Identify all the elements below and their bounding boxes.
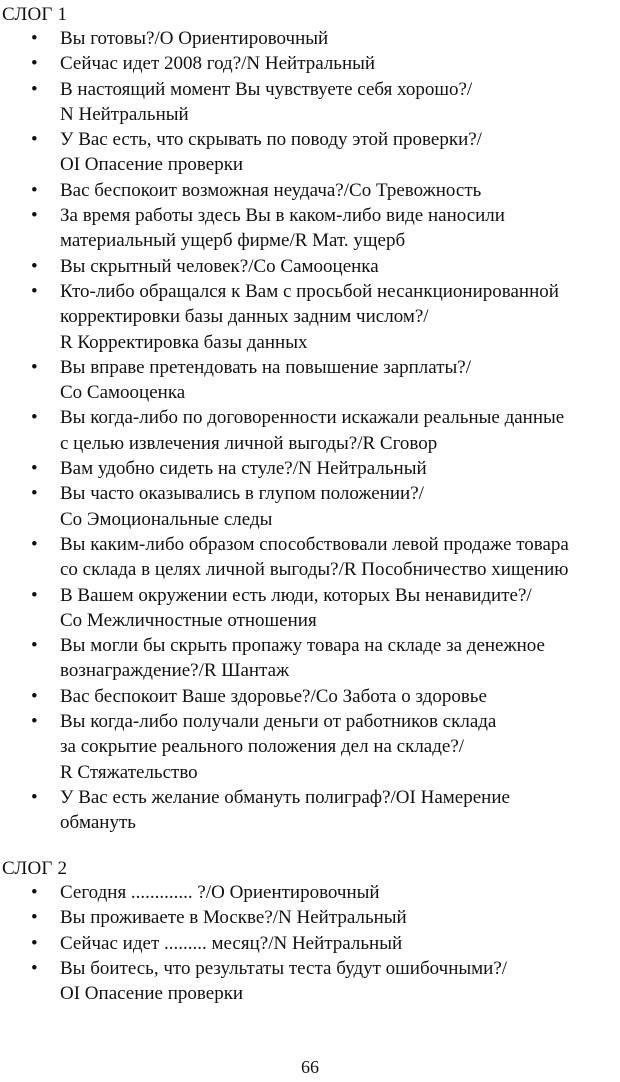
question-text-line: вознаграждение?/R Шантаж: [60, 660, 290, 682]
bullet-icon: •: [31, 711, 38, 733]
question-text-line: У Вас есть желание обмануть полиграф?/OI Намерение: [60, 786, 510, 808]
bullet-icon: •: [31, 458, 38, 480]
question-text-line: OI Опасение проверки: [60, 983, 244, 1005]
question-item: [0, 709, 620, 785]
question-text-line: Вы боитесь, что результаты теста будут ошибочными?/: [60, 957, 508, 979]
question-text-line: За время работы здесь Вы в каком-либо виде наносили: [60, 205, 505, 227]
question-text-line: Вас беспокоит Ваше здоровье?/Со Забота о здоровье: [60, 685, 487, 707]
question-item: [0, 405, 620, 456]
question-text-line: Вы готовы?/O Ориентировочный: [60, 28, 329, 49]
question-text-line: У Вас есть, что скрывать по поводу этой проверки?/: [60, 129, 482, 151]
question-text-line: Вам удобно сидеть на стуле?/N Нейтральный: [60, 458, 427, 480]
question-text-line: В Вашем окружении есть люди, которых Вы ненавидите?/: [60, 584, 532, 606]
question-text-line: Кто-либо обращался к Вам с просьбой несанкционированной: [60, 280, 559, 302]
bullet-icon: •: [31, 932, 38, 954]
question-text-line: Вы когда-либо получали деньги от работников склада: [60, 711, 497, 733]
question-item: [0, 127, 620, 178]
question-text-line: со склада в целях личной выгоды?/R Пособничество хищению: [60, 559, 569, 581]
question-item: [0, 905, 620, 930]
bullet-icon: •: [31, 356, 38, 378]
question-text-line: Со Самооценка: [60, 382, 186, 404]
question-item: [0, 785, 620, 836]
section-1-question-list: [0, 26, 620, 836]
question-text-line: Вас беспокоит возможная неудача?/Со Тревожность: [60, 179, 482, 201]
question-text-line: Вы каким-либо образом способствовали левой продаже товара: [60, 533, 569, 555]
section-title-slog-2: СЛОГ 2: [2, 858, 68, 879]
question-item: [0, 279, 620, 355]
bullet-icon: •: [31, 78, 38, 100]
question-text-line: Вы скрытный человек?/Со Самооценка: [60, 255, 379, 277]
question-item: [0, 931, 620, 956]
question-item: [0, 355, 620, 406]
question-item: [0, 178, 620, 203]
bullet-icon: •: [31, 584, 38, 606]
bullet-icon: •: [31, 407, 38, 429]
question-text-line: В настоящий момент Вы чувствуете себя хорошо?/: [60, 78, 473, 100]
bullet-icon: •: [31, 786, 38, 808]
question-item: [0, 203, 620, 254]
question-item: [0, 77, 620, 128]
question-text-line: Сейчас идет ......... месяц?/N Нейтральный: [60, 932, 403, 954]
question-text-line: Со Межличностные отношения: [60, 609, 317, 631]
bullet-icon: •: [31, 53, 38, 75]
bullet-icon: •: [31, 179, 38, 201]
bullet-icon: •: [31, 685, 38, 707]
question-item: [0, 684, 620, 709]
page-number: 66: [301, 1057, 319, 1077]
question-item: [0, 26, 620, 51]
bullet-icon: •: [31, 255, 38, 277]
section-2-question-list: [0, 880, 620, 1006]
question-text-line: обмануть: [60, 812, 136, 834]
question-item: [0, 633, 620, 684]
question-text-line: N Нейтральный: [60, 103, 189, 125]
question-text-line: Вы когда-либо по договоренности искажали реальные данные: [60, 407, 565, 429]
bullet-icon: •: [31, 882, 38, 903]
question-text-line: материальный ущерб фирме/R Мат. ущерб: [60, 230, 406, 252]
question-text-line: Сегодня ............. ?/O Ориентировочный: [60, 882, 380, 903]
bullet-icon: •: [31, 957, 38, 979]
bullet-icon: •: [31, 635, 38, 657]
question-text-line: R Стяжательство: [60, 761, 198, 783]
question-text-line: Вы могли бы скрыть пропажу товара на складе за денежное: [60, 635, 545, 657]
question-item: [0, 532, 620, 583]
question-item: [0, 956, 620, 1007]
bullet-icon: •: [31, 280, 38, 302]
question-item: [0, 583, 620, 634]
question-item: [0, 481, 620, 532]
question-text-line: корректировки базы данных задним числом?/: [60, 306, 429, 328]
bullet-icon: •: [31, 907, 38, 929]
section-title-slog-1: СЛОГ 1: [2, 4, 68, 25]
bullet-icon: •: [31, 483, 38, 505]
question-text-line: за сокрытие реального положения дел на складе?/: [60, 736, 465, 758]
question-text-line: Вы часто оказывались в глупом положении?/: [60, 483, 424, 505]
question-item: [0, 880, 620, 905]
question-text-line: Вы проживаете в Москве?/N Нейтральный: [60, 907, 407, 929]
question-item: [0, 456, 620, 481]
bullet-icon: •: [31, 28, 38, 49]
bullet-icon: •: [31, 205, 38, 227]
question-item: [0, 51, 620, 76]
question-text-line: Вы вправе претендовать на повышение зарплаты?/: [60, 356, 472, 378]
bullet-icon: •: [31, 129, 38, 151]
question-text-line: с целью извлечения личной выгоды?/R Сговор: [60, 432, 438, 454]
bullet-icon: •: [31, 533, 38, 555]
question-text-line: OI Опасение проверки: [60, 154, 244, 176]
question-item: [0, 254, 620, 279]
question-text-line: Сейчас идет 2008 год?/N Нейтральный: [60, 53, 376, 75]
question-text-line: R Корректировка базы данных: [60, 331, 308, 353]
question-text-line: Со Эмоциональные следы: [60, 508, 273, 530]
